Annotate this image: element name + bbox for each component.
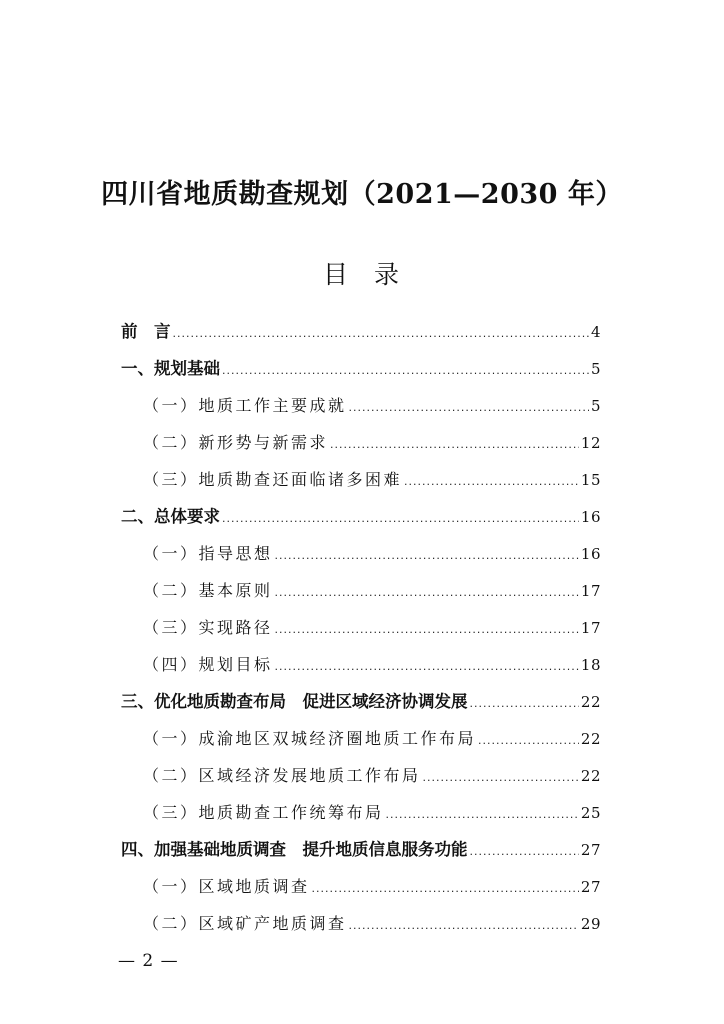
toc-entry-title: 前 言 <box>121 322 171 341</box>
toc-entry-page: 17 <box>580 619 601 637</box>
toc-leader-dots <box>275 611 579 648</box>
toc-leader-dots <box>470 685 579 722</box>
toc-leader-dots <box>330 426 579 463</box>
toc-leader-dots <box>478 722 579 759</box>
toc-leader-dots <box>470 833 579 870</box>
toc-entry-title: （二）区域经济发展地质工作布局 <box>143 766 421 785</box>
toc-entry-title: （三）实现路径 <box>143 618 273 637</box>
toc-subentry[interactable] <box>121 646 601 683</box>
document-title: 四川省地质勘查规划（2021—2030 年） <box>101 179 623 210</box>
toc-leader-dots <box>349 389 589 426</box>
toc-entry-page: 5 <box>590 397 601 415</box>
toc-entry-title: （二）新形势与新需求 <box>143 433 329 452</box>
toc-entry-title: 二、总体要求 <box>121 507 220 526</box>
toc-leader-dots <box>275 537 579 574</box>
toc-subentry[interactable] <box>121 794 601 831</box>
toc-entry-page: 22 <box>580 693 601 711</box>
toc-entry-page: 17 <box>580 582 601 600</box>
toc-entry-title: （二）基本原则 <box>143 581 273 600</box>
toc-entry-title: （四）规划目标 <box>143 655 273 674</box>
toc-entry[interactable] <box>121 350 601 387</box>
toc-entry-title: （二）区域矿产地质调查 <box>143 914 347 933</box>
toc-entry-page: 12 <box>580 434 601 452</box>
toc-subentry[interactable] <box>121 424 601 461</box>
toc-leader-dots <box>173 315 589 352</box>
toc-entry-page: 15 <box>580 471 601 489</box>
toc-subentry[interactable] <box>121 905 601 942</box>
toc-entry-title: 三、优化地质勘查布局 促进区域经济协调发展 <box>121 692 468 711</box>
toc-leader-dots <box>222 500 579 537</box>
toc-leader-dots <box>275 648 579 685</box>
toc-entry-page: 22 <box>580 767 601 785</box>
toc-subentry[interactable] <box>121 720 601 757</box>
toc-entry-page: 16 <box>580 508 601 526</box>
page-number-footer: — 2 — <box>118 951 179 971</box>
toc-leader-dots <box>349 907 579 944</box>
toc-entry-page: 22 <box>580 730 601 748</box>
toc-subentry[interactable] <box>121 535 601 572</box>
toc-subentry[interactable] <box>121 461 601 498</box>
toc-leader-dots <box>222 352 589 389</box>
toc-entry[interactable] <box>121 498 601 535</box>
toc-entry-title: （三）地质勘查工作统筹布局 <box>143 803 384 822</box>
toc-entry-title: 四、加强基础地质调查 提升地质信息服务功能 <box>121 840 468 859</box>
toc-leader-dots <box>404 463 579 500</box>
toc-leader-dots <box>386 796 579 833</box>
toc-entry-page: 29 <box>580 915 601 933</box>
toc-leader-dots <box>312 870 579 907</box>
toc-subentry[interactable] <box>121 868 601 905</box>
toc-leader-dots <box>423 759 579 796</box>
toc-entry-title: （一）地质工作主要成就 <box>143 396 347 415</box>
toc-entry-title: （一）区域地质调查 <box>143 877 310 896</box>
toc-entry-title: （一）成渝地区双城经济圈地质工作布局 <box>143 729 477 748</box>
table-of-contents <box>121 313 601 942</box>
toc-entry-page: 27 <box>580 841 601 859</box>
toc-entry[interactable] <box>121 683 601 720</box>
toc-entry-title: 一、规划基础 <box>121 359 220 378</box>
toc-entry-page: 16 <box>580 545 601 563</box>
toc-leader-dots <box>275 574 579 611</box>
toc-subentry[interactable] <box>121 609 601 646</box>
toc-entry-page: 4 <box>590 323 601 341</box>
toc-entry-page: 27 <box>580 878 601 896</box>
toc-entry[interactable] <box>121 831 601 868</box>
toc-heading: 目 录 <box>323 260 401 289</box>
toc-entry[interactable] <box>121 313 601 350</box>
toc-entry-title: （一）指导思想 <box>143 544 273 563</box>
toc-subentry[interactable] <box>121 757 601 794</box>
toc-subentry[interactable] <box>121 572 601 609</box>
toc-entry-title: （三）地质勘查还面临诸多困难 <box>143 470 403 489</box>
toc-entry-page: 5 <box>590 360 601 378</box>
toc-entry-page: 18 <box>580 656 601 674</box>
toc-entry-page: 25 <box>580 804 601 822</box>
toc-subentry[interactable] <box>121 387 601 424</box>
